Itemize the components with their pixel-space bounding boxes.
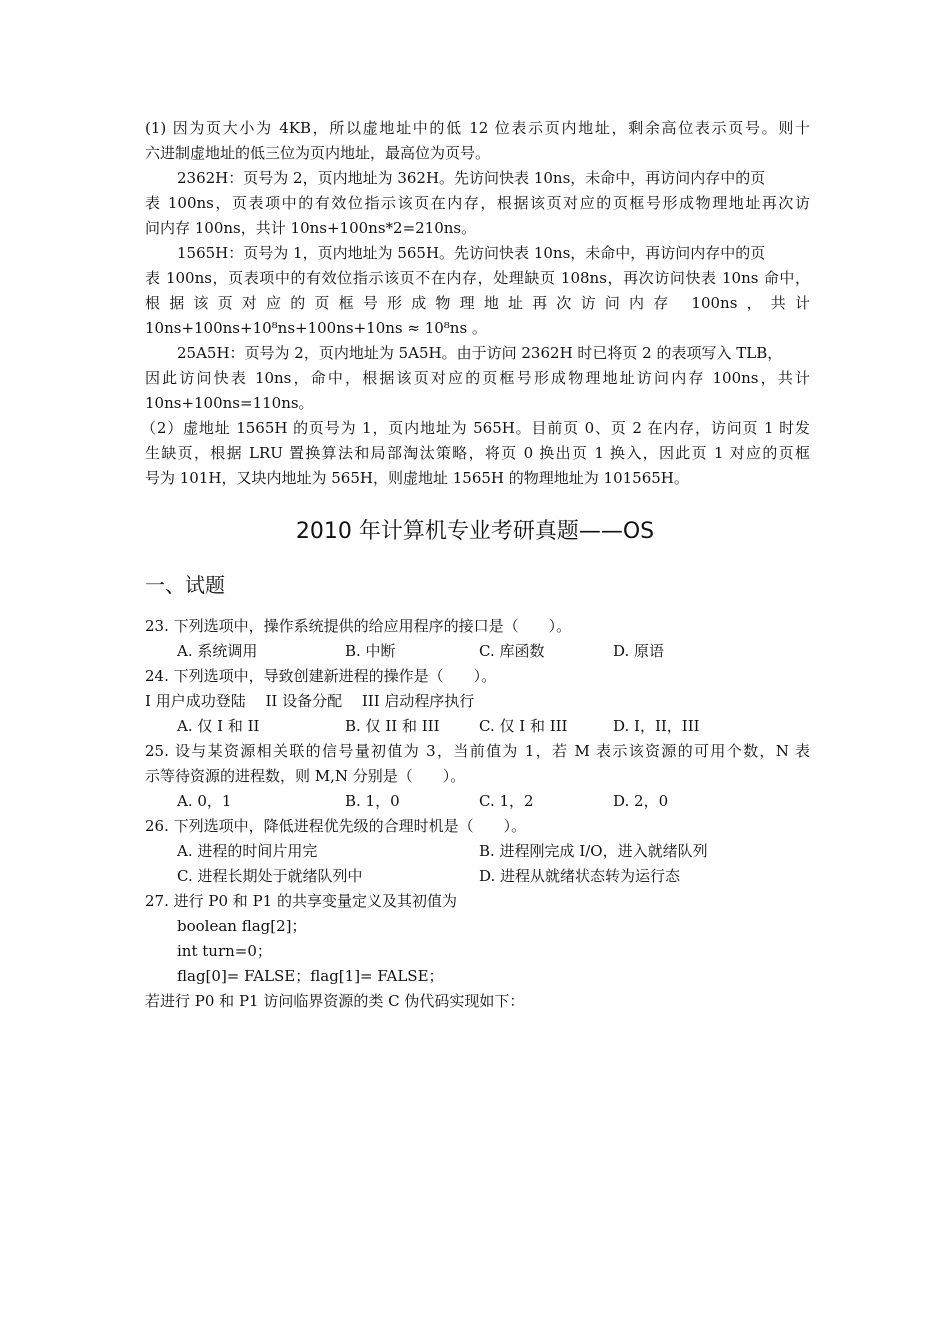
- question-24: 24. 下列选项中，导致创建新进程的操作是（ ）。: [145, 667, 497, 685]
- question-25-line-1: 25. 设与某资源相关联的信号量初值为 3，当前值为 1，若 M 表示该资源的可用个数，N 表: [145, 742, 810, 760]
- q23-option-a: A. 系统调用: [177, 642, 258, 660]
- q27-code-line-2: int turn=0；: [177, 942, 272, 960]
- q24-option-d: D. I，II，III: [613, 717, 700, 735]
- answer-25a5h-line-1: 25A5H：页号为 2，页内地址为 5A5H。由于访问 2362H 时已将页 2 的表项写入 TLB，: [177, 344, 783, 362]
- q26-option-a: A. 进程的时间片用完: [177, 842, 318, 860]
- answer-1565h-line-3: 根据该页对应的页框号形成物理地址再次访问内存 100ns，共计: [145, 294, 810, 312]
- question-26: 26. 下列选项中，降低进程优先级的合理时机是（ ）。: [145, 817, 527, 835]
- answer-2-line-3: 号为 101H，又块内地址为 565H，则虚地址 1565H 的物理地址为 101565H。: [145, 469, 689, 487]
- q23-option-b: B. 中断: [345, 642, 396, 660]
- q25-option-b: B. 1，0: [345, 792, 400, 810]
- answer-25a5h-line-3: 10ns+100ns=110ns。: [145, 394, 314, 412]
- q24-option-a: A. 仅 I 和 II: [177, 717, 260, 735]
- q27-code-line-1: boolean flag[2]；: [177, 917, 307, 935]
- q24-items: I 用户成功登陆 II 设备分配 III 启动程序执行: [145, 692, 475, 710]
- answer-1565h-line-1: 1565H：页号为 1，页内地址为 565H。先访问快表 10ns，未命中，再访问内存中的页: [177, 244, 766, 262]
- q26-option-d: D. 进程从就绪状态转为运行态: [479, 867, 681, 885]
- exam-title: 2010 年计算机专业考研真题——OS: [295, 519, 655, 544]
- q27-code-line-3: flag[0]= FALSE；flag[1]= FALSE；: [177, 967, 444, 985]
- q24-option-b: B. 仅 II 和 III: [345, 717, 440, 735]
- question-23: 23. 下列选项中，操作系统提供的给应用程序的接口是（ ）。: [145, 617, 572, 635]
- answer-1-line-2: 六进制虚地址的低三位为页内地址，最高位为页号。: [145, 144, 491, 162]
- q25-option-d: D. 2，0: [613, 792, 669, 810]
- q26-option-b: B. 进程刚完成 I/O，进入就绪队列: [479, 842, 708, 860]
- answer-1-line-1: (1) 因为页大小为 4KB，所以虚地址中的低 12 位表示页内地址，剩余高位表示页号。则十: [145, 119, 810, 137]
- answer-25a5h-line-2: 因此访问快表 10ns，命中，根据该页对应的页框号形成物理地址访问内存 100ns，共计: [145, 369, 810, 387]
- answer-2-line-2: 生缺页，根据 LRU 置换算法和局部淘汰策略，将页 0 换出页 1 换入，因此页 1 对应的页框: [145, 444, 810, 462]
- answer-1565h-line-4: 10ns+100ns+10⁸ns+100ns+10ns ≈ 10⁸ns 。: [145, 319, 487, 337]
- question-25-line-2: 示等待资源的进程数，则 M,N 分别是（ ）。: [145, 767, 466, 785]
- q23-option-d: D. 原语: [613, 642, 665, 660]
- q23-option-c: C. 库函数: [479, 642, 545, 660]
- answer-2362h-line-1: 2362H：页号为 2，页内地址为 362H。先访问快表 10ns，未命中，再访问内存中的页: [177, 169, 766, 187]
- q24-option-c: C. 仅 I 和 III: [479, 717, 568, 735]
- q26-option-c: C. 进程长期处于就绪队列中: [177, 867, 363, 885]
- q27-tail: 若进行 P0 和 P1 访问临界资源的类 C 伪代码实现如下：: [145, 992, 525, 1010]
- answer-1565h-line-2: 表 100ns，页表项中的有效位指示该页不在内存，处理缺页 108ns，再次访问快表 10ns 命中，: [145, 269, 810, 287]
- section-heading: 一、试题: [145, 573, 225, 597]
- question-27: 27. 进行 P0 和 P1 的共享变量定义及其初值为: [145, 892, 457, 910]
- answer-2362h-line-3: 问内存 100ns，共计 10ns+100ns*2=210ns。: [145, 219, 477, 237]
- answer-2-line-1: （2）虚地址 1565H 的页号为 1，页内地址为 565H。目前页 0、页 2 在内存，访问页 1 时发: [141, 419, 810, 437]
- q25-option-c: C. 1，2: [479, 792, 534, 810]
- answer-2362h-line-2: 表 100ns，页表项中的有效位指示该页在内存，根据该页对应的页框号形成物理地址再次访: [145, 194, 810, 212]
- q25-option-a: A. 0，1: [177, 792, 232, 810]
